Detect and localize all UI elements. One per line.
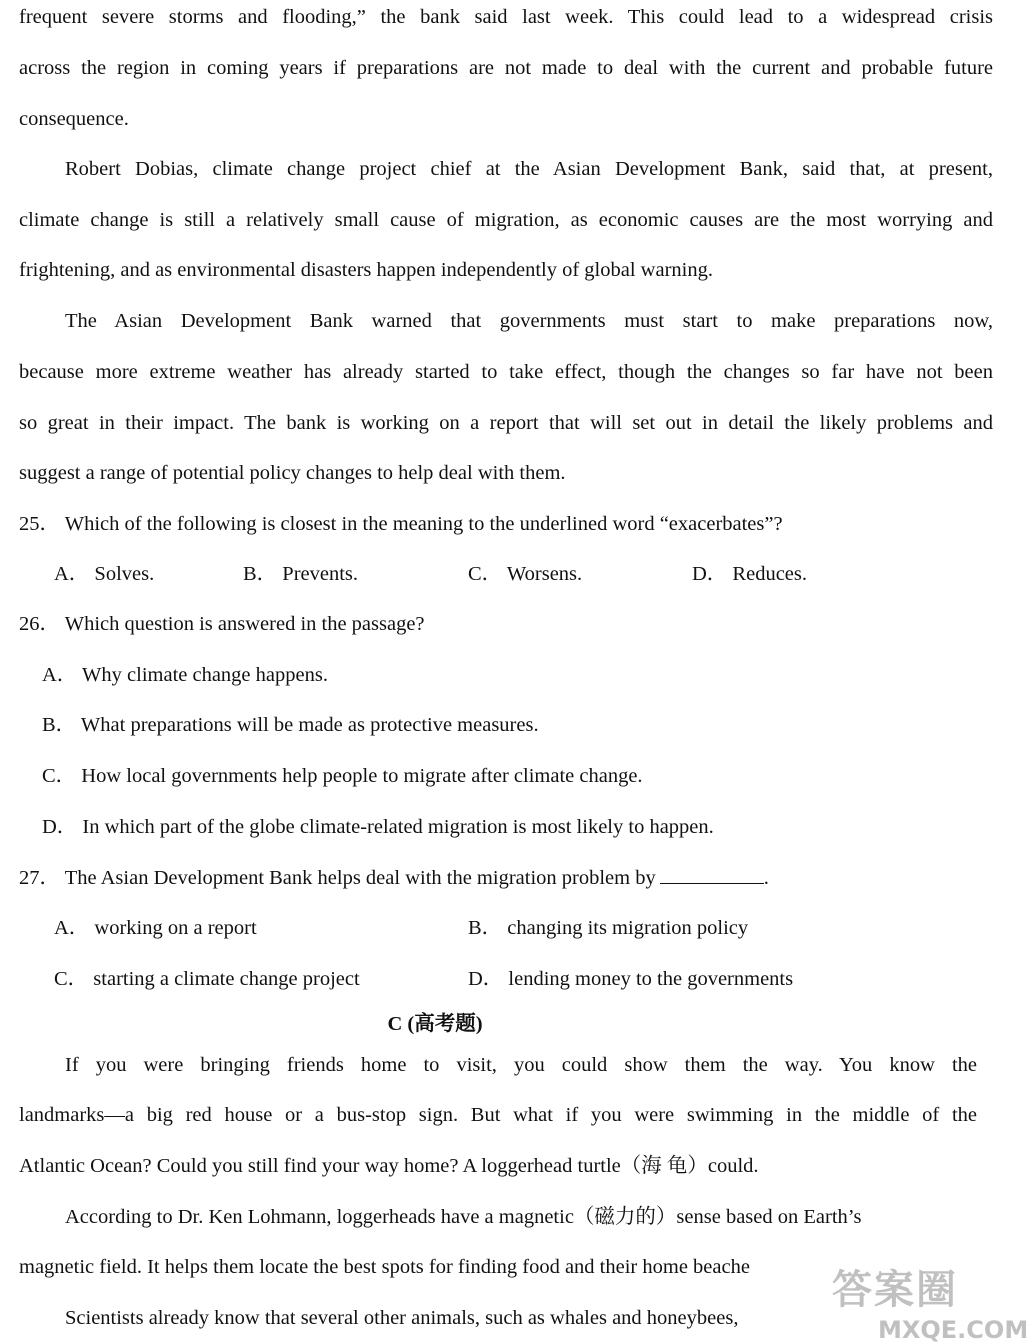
passage-b-p1-line2: across the region in coming years if preparations are not made to deal with the current and probable future	[19, 57, 993, 79]
question-26-option-a: A． Why climate change happens.	[42, 664, 328, 686]
passage-b-p2-line3: frightening, and as environmental disasters happen independently of global warning.	[19, 259, 713, 281]
passage-b-p1-line1: frequent severe storms and flooding,” the bank said last week. This could lead to a widespread crisis	[19, 6, 993, 28]
question-26-stem: 26． Which question is answered in the passage?	[19, 613, 425, 635]
question-26-option-b: B． What preparations will be made as protective measures.	[42, 714, 539, 736]
passage-b-p3-line4: suggest a range of potential policy changes to help deal with them.	[19, 462, 566, 484]
section-c-p1-line1: If you were bringing friends home to visit, you could show them the way. You know the	[65, 1054, 977, 1076]
passage-b-p1-line3: consequence.	[19, 108, 129, 130]
question-27-stem-row	[19, 865, 993, 889]
section-c-p2-line1: According to Dr. Ken Lohmann, loggerheads have a magnetic（磁力的）sense based on Earth’s	[65, 1206, 862, 1228]
passage-b-p3-line1: The Asian Development Bank warned that governments must start to make preparations now,	[65, 310, 993, 332]
question-26-option-c: C． How local governments help people to migrate after climate change.	[42, 765, 643, 787]
section-c-p2-line2: magnetic field. It helps them locate the best spots for finding food and their home beache	[19, 1256, 750, 1278]
question-25-option-a: A． Solves.	[54, 563, 155, 585]
question-27-option-a: A． working on a report	[54, 917, 257, 939]
section-c-p3-line1: Scientists already know that several other animals, such as whales and honeybees,	[65, 1307, 739, 1329]
passage-b-p2-line1: Robert Dobias, climate change project chief at the Asian Development Bank, said that, at present,	[65, 158, 993, 180]
question-25-option-b: B． Prevents.	[243, 563, 359, 585]
question-27-option-b: B． changing its migration policy	[468, 917, 749, 939]
question-27-stem: 27． The Asian Development Bank helps deal with the migration problem by	[19, 867, 656, 889]
question-26-option-d: D． In which part of the globe climate-related migration is most likely to happen.	[42, 816, 714, 838]
question-27-option-c: C． starting a climate change project	[54, 968, 360, 990]
question-25-option-d: D． Reduces.	[692, 563, 808, 585]
question-25-stem: 25． Which of the following is closest in the meaning to the underlined word “exacerbates”?	[19, 513, 783, 535]
section-c-p1-line3: Atlantic Ocean? Could you still find your way home? A loggerhead turtle（海 龟）could.	[19, 1155, 759, 1177]
section-c-heading: C (高考题)	[387, 1013, 483, 1035]
watermark-text-url: MXQE.COM	[878, 1316, 1028, 1344]
passage-b-p3-line3: so great in their impact. The bank is working on a report that will set out in detail the likely problems and	[19, 412, 993, 434]
question-27-option-d: D． lending money to the governments	[468, 968, 794, 990]
section-c-p1-line2: landmarks—a big red house or a bus-stop sign. But what if you were swimming in the middle of the	[19, 1104, 977, 1126]
question-27-stem-end: .	[763, 867, 769, 889]
watermark-text-cn: 答案圈	[832, 1267, 958, 1313]
watermark-logo	[812, 1240, 1028, 1344]
question-25-option-c: C． Worsens.	[468, 563, 583, 585]
passage-b-p2-line2: climate change is still a relatively small cause of migration, as economic causes are the most worrying and	[19, 209, 993, 231]
passage-b-p3-line2: because more extreme weather has already started to take effect, though the changes so far have not been	[19, 361, 993, 383]
answer-blank	[660, 865, 764, 884]
